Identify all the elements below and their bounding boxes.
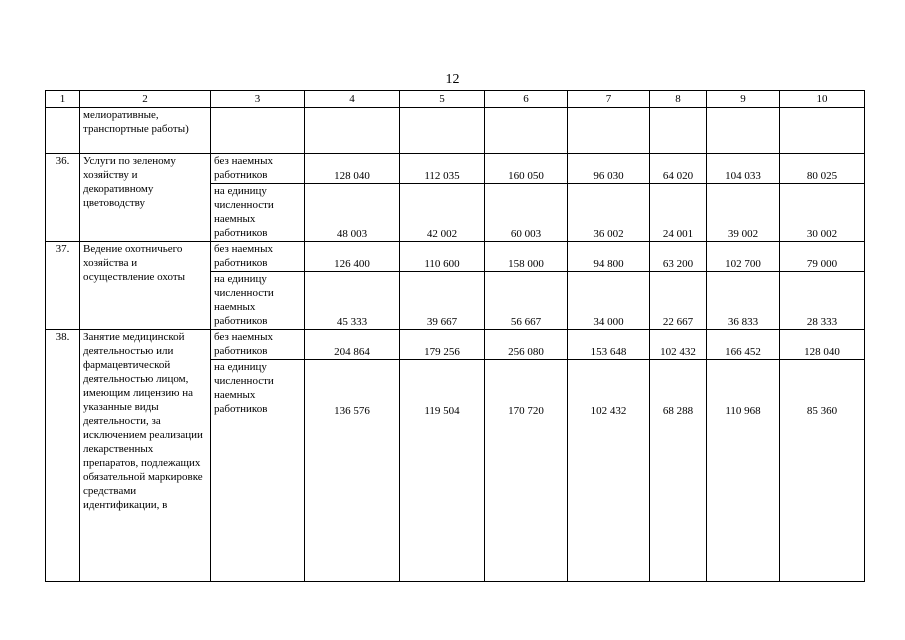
value-cell: 45 333 (305, 272, 400, 330)
worker-category: без наемных работников (211, 242, 305, 272)
value-cell: 63 200 (650, 242, 707, 272)
value-cell: 85 360 (780, 360, 865, 582)
activity-description: Услуги по зеленому хозяйству и декоративному цветоводству (80, 154, 211, 242)
value-cell: 60 003 (485, 184, 568, 242)
column-header: 6 (485, 91, 568, 108)
value-cell (400, 108, 485, 154)
row-number: 37. (46, 242, 80, 330)
value-cell: 30 002 (780, 184, 865, 242)
value-cell: 256 080 (485, 330, 568, 360)
row-number-cell (46, 108, 80, 154)
value-cell: 104 033 (707, 154, 780, 184)
table-row (46, 242, 865, 272)
value-cell: 94 800 (568, 242, 650, 272)
activity-description: Ведение охотничьего хозяйства и осуществление охоты (80, 242, 211, 330)
column-header: 8 (650, 91, 707, 108)
value-cell: 128 040 (305, 154, 400, 184)
tariff-table (45, 90, 865, 582)
value-cell: 96 030 (568, 154, 650, 184)
value-cell (568, 108, 650, 154)
value-cell: 79 000 (780, 242, 865, 272)
value-cell: 102 700 (707, 242, 780, 272)
value-cell: 34 000 (568, 272, 650, 330)
column-header: 3 (211, 91, 305, 108)
value-cell: 136 576 (305, 360, 400, 582)
value-cell: 119 504 (400, 360, 485, 582)
value-cell: 64 020 (650, 154, 707, 184)
value-cell (305, 108, 400, 154)
table-row (46, 154, 865, 184)
category-cell (211, 108, 305, 154)
row-number: 38. (46, 330, 80, 582)
row-number: 36. (46, 154, 80, 242)
column-header: 2 (80, 91, 211, 108)
value-cell: 126 400 (305, 242, 400, 272)
worker-category: на единицу численности наемных работников (211, 360, 305, 582)
value-cell: 28 333 (780, 272, 865, 330)
column-numbers-row (46, 91, 865, 108)
table-row (46, 330, 865, 360)
value-cell: 68 288 (650, 360, 707, 582)
value-cell: 153 648 (568, 330, 650, 360)
value-cell: 204 864 (305, 330, 400, 360)
value-cell: 110 600 (400, 242, 485, 272)
value-cell: 166 452 (707, 330, 780, 360)
column-header: 1 (46, 91, 80, 108)
value-cell: 24 001 (650, 184, 707, 242)
activity-description: Занятие медицинской деятельностью или фармацевтической деятельностью лицом, имеющим лицензию на указанные виды деятельности, за исключением реализации лекарственных препаратов, подлежащих обязательной маркировке средствами идентификации, в (80, 330, 211, 582)
worker-category: без наемных работников (211, 330, 305, 360)
column-header: 9 (707, 91, 780, 108)
value-cell: 39 002 (707, 184, 780, 242)
worker-category: без наемных работников (211, 154, 305, 184)
worker-category: на единицу численности наемных работников (211, 184, 305, 242)
worker-category: на единицу численности наемных работников (211, 272, 305, 330)
value-cell: 170 720 (485, 360, 568, 582)
value-cell: 39 667 (400, 272, 485, 330)
value-cell (650, 108, 707, 154)
value-cell: 160 050 (485, 154, 568, 184)
column-header: 7 (568, 91, 650, 108)
value-cell: 36 833 (707, 272, 780, 330)
value-cell: 42 002 (400, 184, 485, 242)
value-cell (707, 108, 780, 154)
column-header: 5 (400, 91, 485, 108)
value-cell: 48 003 (305, 184, 400, 242)
value-cell: 80 025 (780, 154, 865, 184)
value-cell: 128 040 (780, 330, 865, 360)
value-cell (485, 108, 568, 154)
value-cell: 112 035 (400, 154, 485, 184)
value-cell: 179 256 (400, 330, 485, 360)
value-cell: 22 667 (650, 272, 707, 330)
value-cell: 102 432 (650, 330, 707, 360)
column-header: 10 (780, 91, 865, 108)
value-cell (780, 108, 865, 154)
value-cell: 56 667 (485, 272, 568, 330)
continuation-row (46, 108, 865, 154)
column-header: 4 (305, 91, 400, 108)
value-cell: 110 968 (707, 360, 780, 582)
value-cell: 102 432 (568, 360, 650, 582)
activity-description: мелиоративные, транспортные работы) (80, 108, 211, 154)
value-cell: 36 002 (568, 184, 650, 242)
page-number: 12 (445, 72, 460, 87)
value-cell: 158 000 (485, 242, 568, 272)
